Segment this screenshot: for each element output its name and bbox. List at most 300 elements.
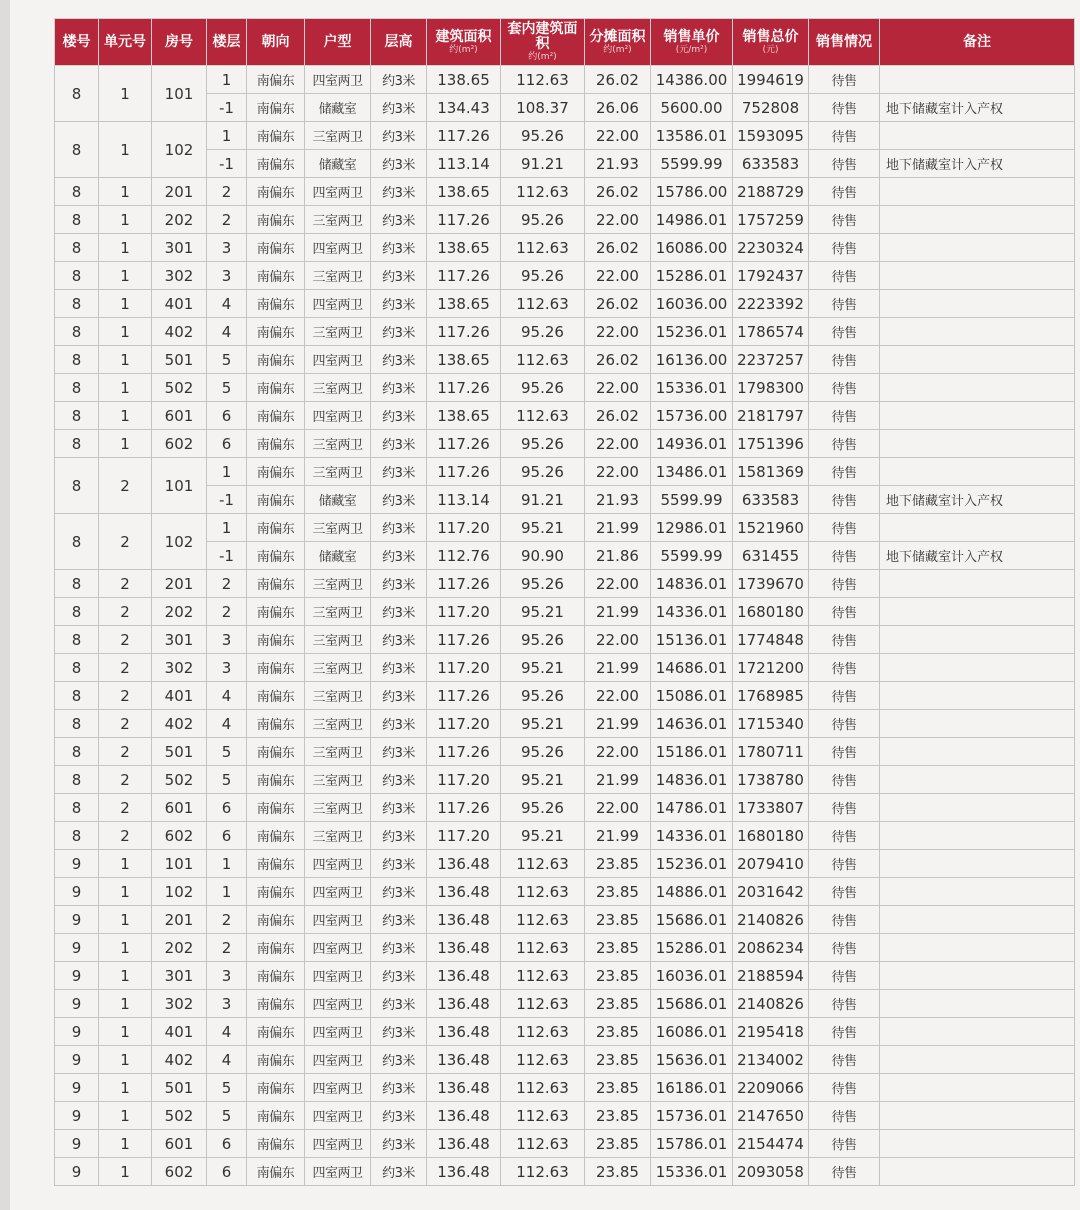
area-cell: 117.26 [427, 682, 501, 710]
table-row [55, 710, 1075, 738]
shared-area-cell: 22.00 [585, 318, 651, 346]
table-row [55, 682, 1075, 710]
table-row [55, 906, 1075, 934]
unit-cell: 1 [99, 262, 152, 290]
table-row [55, 654, 1075, 682]
total-price-cell: 2140826 [733, 990, 809, 1018]
status-cell: 待售 [809, 542, 880, 570]
inner-area-cell: 112.63 [501, 1018, 585, 1046]
table-row [55, 122, 1075, 150]
status-cell: 待售 [809, 738, 880, 766]
column-header [207, 19, 247, 66]
height-cell: 约3米 [371, 1046, 427, 1074]
unit-price-cell: 15236.01 [651, 850, 733, 878]
layout-cell: 四室两卫 [305, 1074, 371, 1102]
unit-price-cell: 5600.00 [651, 94, 733, 122]
table-row [55, 486, 1075, 514]
status-cell: 待售 [809, 990, 880, 1018]
shared-area-cell: 21.93 [585, 150, 651, 178]
table-row [55, 150, 1075, 178]
height-cell: 约3米 [371, 710, 427, 738]
area-cell: 136.48 [427, 1158, 501, 1186]
note-cell [880, 1018, 1075, 1046]
unit-price-cell: 14986.01 [651, 206, 733, 234]
area-cell: 138.65 [427, 402, 501, 430]
total-price-cell: 2188594 [733, 962, 809, 990]
unit-price-cell: 14886.01 [651, 878, 733, 906]
orientation-cell: 南偏东 [247, 122, 305, 150]
unit-cell: 1 [99, 122, 152, 178]
height-cell: 约3米 [371, 234, 427, 262]
unit-cell: 1 [99, 1130, 152, 1158]
total-price-cell: 2093058 [733, 1158, 809, 1186]
orientation-cell: 南偏东 [247, 626, 305, 654]
building-cell: 9 [55, 1102, 99, 1130]
floor-cell: 4 [207, 1018, 247, 1046]
height-cell: 约3米 [371, 66, 427, 94]
layout-cell: 三室两卫 [305, 682, 371, 710]
room-cell: 101 [152, 458, 207, 514]
status-cell: 待售 [809, 1158, 880, 1186]
floor-cell: 2 [207, 570, 247, 598]
inner-area-cell: 112.63 [501, 906, 585, 934]
status-cell: 待售 [809, 514, 880, 542]
building-cell: 8 [55, 430, 99, 458]
shared-area-cell: 23.85 [585, 906, 651, 934]
orientation-cell: 南偏东 [247, 66, 305, 94]
inner-area-cell: 95.21 [501, 598, 585, 626]
building-cell: 8 [55, 570, 99, 598]
area-cell: 117.20 [427, 710, 501, 738]
floor-cell: 6 [207, 794, 247, 822]
orientation-cell: 南偏东 [247, 430, 305, 458]
layout-cell: 储藏室 [305, 486, 371, 514]
table-row [55, 1046, 1075, 1074]
building-cell: 8 [55, 122, 99, 178]
height-cell: 约3米 [371, 122, 427, 150]
column-header-label: 套内建筑面积 [507, 21, 578, 52]
floor-cell: 2 [207, 934, 247, 962]
inner-area-cell: 112.63 [501, 934, 585, 962]
building-cell: 8 [55, 290, 99, 318]
room-cell: 202 [152, 934, 207, 962]
unit-price-cell: 14636.01 [651, 710, 733, 738]
room-cell: 301 [152, 626, 207, 654]
table-row [55, 878, 1075, 906]
building-cell: 9 [55, 1074, 99, 1102]
unit-cell: 1 [99, 402, 152, 430]
height-cell: 约3米 [371, 1102, 427, 1130]
floor-cell: 2 [207, 206, 247, 234]
orientation-cell: 南偏东 [247, 1074, 305, 1102]
orientation-cell: 南偏东 [247, 206, 305, 234]
orientation-cell: 南偏东 [247, 1158, 305, 1186]
shared-area-cell: 26.02 [585, 402, 651, 430]
room-cell: 601 [152, 794, 207, 822]
room-cell: 502 [152, 374, 207, 402]
building-cell: 8 [55, 738, 99, 766]
table-row [55, 1018, 1075, 1046]
orientation-cell: 南偏东 [247, 346, 305, 374]
shared-area-cell: 22.00 [585, 430, 651, 458]
column-header [247, 19, 305, 66]
unit-price-cell: 15236.01 [651, 318, 733, 346]
column-header [585, 19, 651, 66]
floor-cell: 2 [207, 598, 247, 626]
room-cell: 402 [152, 710, 207, 738]
shared-area-cell: 23.85 [585, 1102, 651, 1130]
note-cell: 地下储藏室计入产权 [880, 486, 1075, 514]
floor-cell: -1 [207, 486, 247, 514]
unit-cell: 2 [99, 570, 152, 598]
table-row [55, 66, 1075, 94]
height-cell: 约3米 [371, 458, 427, 486]
unit-cell: 1 [99, 990, 152, 1018]
inner-area-cell: 95.26 [501, 458, 585, 486]
unit-cell: 2 [99, 514, 152, 570]
shared-area-cell: 21.99 [585, 654, 651, 682]
status-cell: 待售 [809, 430, 880, 458]
room-cell: 102 [152, 878, 207, 906]
total-price-cell: 2147650 [733, 1102, 809, 1130]
area-cell: 136.48 [427, 1074, 501, 1102]
building-cell: 9 [55, 1046, 99, 1074]
unit-price-cell: 15336.01 [651, 374, 733, 402]
height-cell: 约3米 [371, 934, 427, 962]
shared-area-cell: 26.02 [585, 66, 651, 94]
layout-cell: 三室两卫 [305, 598, 371, 626]
status-cell: 待售 [809, 682, 880, 710]
table-row [55, 1130, 1075, 1158]
floor-cell: 4 [207, 710, 247, 738]
floor-cell: 3 [207, 626, 247, 654]
height-cell: 约3米 [371, 766, 427, 794]
total-price-cell: 1721200 [733, 654, 809, 682]
floor-cell: 5 [207, 738, 247, 766]
table-row [55, 374, 1075, 402]
total-price-cell: 1715340 [733, 710, 809, 738]
inner-area-cell: 95.21 [501, 514, 585, 542]
room-cell: 202 [152, 206, 207, 234]
status-cell: 待售 [809, 1046, 880, 1074]
room-cell: 602 [152, 822, 207, 850]
orientation-cell: 南偏东 [247, 290, 305, 318]
building-cell: 9 [55, 850, 99, 878]
status-cell: 待售 [809, 346, 880, 374]
height-cell: 约3米 [371, 374, 427, 402]
layout-cell: 四室两卫 [305, 234, 371, 262]
unit-cell: 2 [99, 626, 152, 654]
layout-cell: 四室两卫 [305, 1130, 371, 1158]
unit-price-cell: 15636.01 [651, 1046, 733, 1074]
inner-area-cell: 112.63 [501, 290, 585, 318]
unit-cell: 1 [99, 1074, 152, 1102]
building-cell: 8 [55, 402, 99, 430]
height-cell: 约3米 [371, 598, 427, 626]
room-cell: 102 [152, 122, 207, 178]
inner-area-cell: 95.26 [501, 122, 585, 150]
layout-cell: 三室两卫 [305, 570, 371, 598]
table-row [55, 570, 1075, 598]
note-cell [880, 822, 1075, 850]
building-cell: 8 [55, 626, 99, 654]
orientation-cell: 南偏东 [247, 598, 305, 626]
room-cell: 201 [152, 906, 207, 934]
area-cell: 138.65 [427, 234, 501, 262]
note-cell [880, 906, 1075, 934]
table-row [55, 262, 1075, 290]
table-row [55, 1158, 1075, 1186]
area-cell: 136.48 [427, 934, 501, 962]
area-cell: 117.26 [427, 430, 501, 458]
note-cell [880, 458, 1075, 486]
note-cell [880, 430, 1075, 458]
room-cell: 401 [152, 290, 207, 318]
table-row [55, 542, 1075, 570]
shared-area-cell: 26.02 [585, 178, 651, 206]
table-row [55, 206, 1075, 234]
unit-cell: 1 [99, 318, 152, 346]
height-cell: 约3米 [371, 738, 427, 766]
area-cell: 136.48 [427, 990, 501, 1018]
status-cell: 待售 [809, 318, 880, 346]
layout-cell: 三室两卫 [305, 626, 371, 654]
area-cell: 117.26 [427, 262, 501, 290]
table-row [55, 850, 1075, 878]
room-cell: 401 [152, 682, 207, 710]
layout-cell: 三室两卫 [305, 654, 371, 682]
height-cell: 约3米 [371, 626, 427, 654]
orientation-cell: 南偏东 [247, 514, 305, 542]
table-row [55, 234, 1075, 262]
note-cell [880, 710, 1075, 738]
note-cell [880, 990, 1075, 1018]
table-row [55, 626, 1075, 654]
status-cell: 待售 [809, 486, 880, 514]
floor-cell: 3 [207, 962, 247, 990]
note-cell [880, 682, 1075, 710]
note-cell [880, 66, 1075, 94]
shared-area-cell: 22.00 [585, 738, 651, 766]
total-price-cell: 2086234 [733, 934, 809, 962]
shared-area-cell: 23.85 [585, 934, 651, 962]
note-cell [880, 766, 1075, 794]
layout-cell: 四室两卫 [305, 1046, 371, 1074]
column-header-unit: (元) [762, 44, 779, 55]
status-cell: 待售 [809, 906, 880, 934]
shared-area-cell: 26.02 [585, 346, 651, 374]
room-cell: 601 [152, 1130, 207, 1158]
area-cell: 112.76 [427, 542, 501, 570]
shared-area-cell: 21.99 [585, 766, 651, 794]
total-price-cell: 2230324 [733, 234, 809, 262]
floor-cell: 2 [207, 178, 247, 206]
table-header [55, 19, 1075, 66]
inner-area-cell: 112.63 [501, 234, 585, 262]
room-cell: 101 [152, 66, 207, 122]
unit-cell: 2 [99, 654, 152, 682]
price-list-table [54, 18, 1075, 1186]
orientation-cell: 南偏东 [247, 878, 305, 906]
area-cell: 117.26 [427, 626, 501, 654]
floor-cell: 3 [207, 234, 247, 262]
unit-cell: 2 [99, 598, 152, 626]
inner-area-cell: 112.63 [501, 1130, 585, 1158]
total-price-cell: 1786574 [733, 318, 809, 346]
note-cell [880, 738, 1075, 766]
column-header-label: 户型 [323, 33, 352, 50]
room-cell: 201 [152, 570, 207, 598]
area-cell: 117.26 [427, 458, 501, 486]
unit-cell: 2 [99, 458, 152, 514]
inner-area-cell: 95.26 [501, 794, 585, 822]
room-cell: 501 [152, 1074, 207, 1102]
unit-cell: 1 [99, 346, 152, 374]
unit-price-cell: 15736.01 [651, 1102, 733, 1130]
unit-price-cell: 15686.01 [651, 990, 733, 1018]
status-cell: 待售 [809, 794, 880, 822]
room-cell: 202 [152, 598, 207, 626]
column-header-label: 房号 [165, 33, 193, 50]
total-price-cell: 1739670 [733, 570, 809, 598]
layout-cell: 四室两卫 [305, 402, 371, 430]
area-cell: 113.14 [427, 486, 501, 514]
total-price-cell: 1751396 [733, 430, 809, 458]
total-price-cell: 2079410 [733, 850, 809, 878]
height-cell: 约3米 [371, 570, 427, 598]
layout-cell: 四室两卫 [305, 346, 371, 374]
shared-area-cell: 23.85 [585, 990, 651, 1018]
room-cell: 602 [152, 1158, 207, 1186]
room-cell: 502 [152, 766, 207, 794]
unit-price-cell: 15786.01 [651, 1130, 733, 1158]
orientation-cell: 南偏东 [247, 150, 305, 178]
inner-area-cell: 95.21 [501, 654, 585, 682]
area-cell: 117.26 [427, 122, 501, 150]
building-cell: 9 [55, 990, 99, 1018]
shared-area-cell: 22.00 [585, 626, 651, 654]
area-cell: 117.26 [427, 738, 501, 766]
height-cell: 约3米 [371, 178, 427, 206]
total-price-cell: 1792437 [733, 262, 809, 290]
unit-price-cell: 12986.01 [651, 514, 733, 542]
floor-cell: 6 [207, 402, 247, 430]
note-cell [880, 1102, 1075, 1130]
building-cell: 9 [55, 1130, 99, 1158]
column-header-unit: (元/m²) [675, 44, 708, 55]
status-cell: 待售 [809, 262, 880, 290]
shared-area-cell: 23.85 [585, 962, 651, 990]
shared-area-cell: 23.85 [585, 1018, 651, 1046]
column-header-label: 朝向 [261, 33, 290, 50]
layout-cell: 三室两卫 [305, 262, 371, 290]
room-cell: 401 [152, 1018, 207, 1046]
building-cell: 9 [55, 962, 99, 990]
table-row [55, 990, 1075, 1018]
unit-cell: 1 [99, 878, 152, 906]
total-price-cell: 1780711 [733, 738, 809, 766]
height-cell: 约3米 [371, 822, 427, 850]
orientation-cell: 南偏东 [247, 654, 305, 682]
table-row [55, 514, 1075, 542]
room-cell: 602 [152, 430, 207, 458]
shared-area-cell: 23.85 [585, 1158, 651, 1186]
note-cell [880, 598, 1075, 626]
inner-area-cell: 112.63 [501, 346, 585, 374]
note-cell [880, 290, 1075, 318]
column-header [733, 19, 809, 66]
status-cell: 待售 [809, 850, 880, 878]
total-price-cell: 2140826 [733, 906, 809, 934]
total-price-cell: 2134002 [733, 1046, 809, 1074]
orientation-cell: 南偏东 [247, 486, 305, 514]
building-cell: 8 [55, 766, 99, 794]
unit-cell: 1 [99, 906, 152, 934]
room-cell: 102 [152, 514, 207, 570]
unit-price-cell: 14686.01 [651, 654, 733, 682]
height-cell: 约3米 [371, 1074, 427, 1102]
status-cell: 待售 [809, 122, 880, 150]
orientation-cell: 南偏东 [247, 234, 305, 262]
table-row [55, 794, 1075, 822]
layout-cell: 三室两卫 [305, 710, 371, 738]
shared-area-cell: 21.86 [585, 542, 651, 570]
building-cell: 8 [55, 710, 99, 738]
layout-cell: 四室两卫 [305, 962, 371, 990]
unit-cell: 2 [99, 738, 152, 766]
unit-cell: 2 [99, 682, 152, 710]
total-price-cell: 1521960 [733, 514, 809, 542]
layout-cell: 三室两卫 [305, 122, 371, 150]
floor-cell: 6 [207, 822, 247, 850]
unit-price-cell: 16036.00 [651, 290, 733, 318]
note-cell: 地下储藏室计入产权 [880, 150, 1075, 178]
layout-cell: 三室两卫 [305, 374, 371, 402]
shared-area-cell: 26.02 [585, 234, 651, 262]
area-cell: 136.48 [427, 906, 501, 934]
total-price-cell: 1798300 [733, 374, 809, 402]
inner-area-cell: 112.63 [501, 990, 585, 1018]
shared-area-cell: 23.85 [585, 1074, 651, 1102]
note-cell [880, 626, 1075, 654]
inner-area-cell: 112.63 [501, 1074, 585, 1102]
total-price-cell: 752808 [733, 94, 809, 122]
room-cell: 501 [152, 738, 207, 766]
layout-cell: 四室两卫 [305, 1102, 371, 1130]
inner-area-cell: 112.63 [501, 1102, 585, 1130]
note-cell [880, 1046, 1075, 1074]
inner-area-cell: 112.63 [501, 962, 585, 990]
total-price-cell: 2195418 [733, 1018, 809, 1046]
orientation-cell: 南偏东 [247, 766, 305, 794]
note-cell [880, 262, 1075, 290]
status-cell: 待售 [809, 1018, 880, 1046]
note-cell [880, 374, 1075, 402]
total-price-cell: 2237257 [733, 346, 809, 374]
height-cell: 约3米 [371, 654, 427, 682]
area-cell: 136.48 [427, 1102, 501, 1130]
shared-area-cell: 21.99 [585, 598, 651, 626]
room-cell: 402 [152, 1046, 207, 1074]
inner-area-cell: 112.63 [501, 66, 585, 94]
total-price-cell: 2188729 [733, 178, 809, 206]
unit-cell: 1 [99, 962, 152, 990]
note-cell [880, 1158, 1075, 1186]
total-price-cell: 2209066 [733, 1074, 809, 1102]
note-cell [880, 962, 1075, 990]
total-price-cell: 1738780 [733, 766, 809, 794]
orientation-cell: 南偏东 [247, 94, 305, 122]
